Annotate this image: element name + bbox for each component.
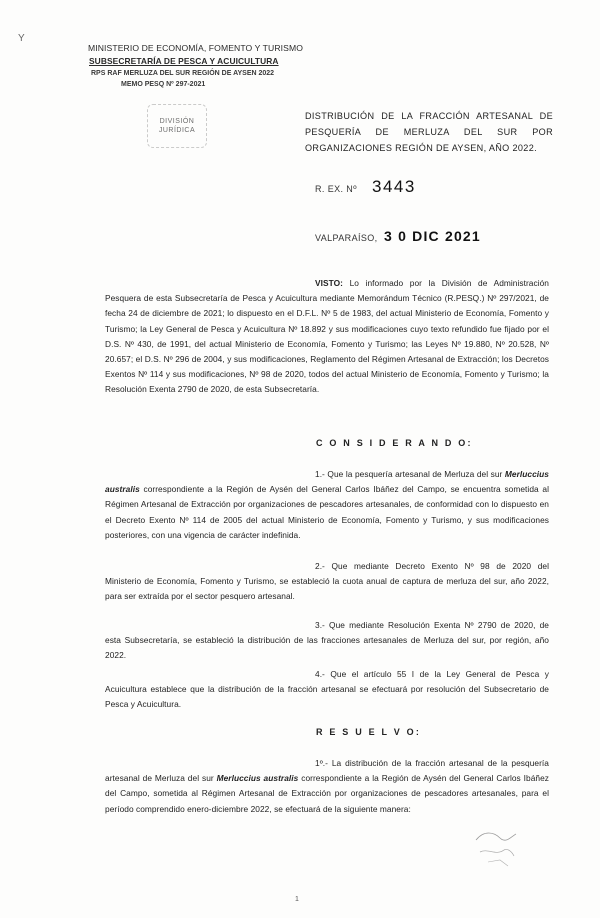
stamp-line-2: JURÍDICA xyxy=(158,127,196,134)
initials-signature xyxy=(470,826,520,872)
considerando-paragraph-2: 2.- Que mediante Decreto Exento Nº 98 de 2020 del Ministerio de Economía, Fomento y Turismo, se estableció la cuota anual de captura de merluza del sur, año 2022, para ser extraída por el sector pesquero artesanal. xyxy=(105,561,549,602)
stamp-line-1: DIVISIÓN xyxy=(159,118,195,125)
resolution-label: R. EX. Nº xyxy=(315,184,357,194)
considerando-paragraph-1 xyxy=(105,467,549,543)
resuelvo-heading: R E S U E L V O: xyxy=(316,727,422,737)
visto-label: VISTO: xyxy=(315,278,343,288)
visto-paragraph xyxy=(105,276,549,398)
city-label: VALPARAÍSO, xyxy=(315,233,378,243)
ministry-name: MINISTERIO DE ECONOMÍA, FOMENTO Y TURISMO xyxy=(88,43,303,53)
considerando-1-text-a: 1.- Que la pesquería artesanal de Merluza del sur xyxy=(315,469,505,479)
division-juridica-stamp xyxy=(147,104,207,148)
species-name: Merluccius australis xyxy=(105,469,549,495)
resolution-date: 3 0 DIC 2021 xyxy=(384,228,481,244)
considerando-heading: C O N S I D E R A N D O: xyxy=(316,438,473,448)
resuelvo-1-text-a: 1º.- La distribución de la fracción artesanal de la pesquería artesanal de Merluza del sur xyxy=(105,758,549,784)
considerando-1-text-b: correspondiente a la Región de Aysén del General Carlos Ibáñez del Campo, se encuentra sometida al Régimen Artesanal de Extracción por organizaciones de pescadores artesanales, de conformidad con lo dispuesto en el Decreto Exento Nº 114 de 2005 del actual Ministerio de Economía, Fomento y Turismo, y sus modificaciones posteriores, con una vigencia de carácter indefinida. xyxy=(105,484,549,540)
visto-text: Lo informado por la División de Administración Pesquera de esta Subsecretaría de Pesca y Acuicultura mediante Memorándum Técnico (R.PESQ.) Nº 297/2021, de fecha 24 de diciembre de 2021; lo dispuesto en el D.F.L. Nº 5 de 1983, del actual Ministerio de Economía, Fomento y Turismo; la Ley General de Pesca y Acuicultura Nº 18.892 y sus modificaciones cuyo texto refundido fue fijado por el D.S. Nº 430, de 1991, del actual Ministerio de Economía, Fomento y Turismo; las Leyes Nº 19.880, Nº 20.528, Nº 20.657; el D.S. Nº 296 de 2004, y sus modificaciones, Reglamento del Régimen Artesanal de Extracción; los Decretos Exentos Nº 114 y sus modificaciones, Nº 98 de 2020, todos del actual Ministerio de Economía, Fomento y Turismo; la Resolución Exenta 2790 de 2020, de esta Subsecretaría. xyxy=(105,278,549,395)
considerando-paragraph-3: 3.- Que mediante Resolución Exenta Nº 2790 de 2020, de esta Subsecretaría, se estableció la distribución de las fracciones artesanales de Merluza del sur, por región, año 2022. xyxy=(105,620,549,661)
document-title: DISTRIBUCIÓN DE LA FRACCIÓN ARTESANAL DE PESQUERÍA DE MERLUZA DEL SUR POR ORGANIZACIONES REGIÓN DE AYSEN, AÑO 2022. xyxy=(305,111,553,153)
resolution-number: 3443 xyxy=(372,177,416,196)
species-name: Merluccius australis xyxy=(216,773,299,784)
memo-line: MEMO PESQ Nº 297-2021 xyxy=(121,81,206,88)
resuelvo-paragraph-1 xyxy=(105,756,549,817)
page-number: 1 xyxy=(295,896,299,903)
considerando-paragraph-4: 4.- Que el artículo 55 I de la Ley General de Pesca y Acuicultura establece que la distribución de la fracción artesanal se efectuará por resolución del Subsecretario de Pesca y Acuicultura. xyxy=(105,669,549,710)
reference-line: RPS RAF MERLUZA DEL SUR REGIÓN DE AYSEN 2022 xyxy=(91,70,275,77)
margin-mark: Y xyxy=(18,33,25,44)
subsecretaria-name: SUBSECRETARÍA DE PESCA Y ACUICULTURA xyxy=(89,56,279,66)
resuelvo-1-text-b: correspondiente a la Región de Aysén del General Carlos Ibáñez del Campo, sometida al Régimen Artesanal de Extracción por organizaciones de pescadores artesanales, para el período comprendido enero-diciembre 2022, se efectuará de la siguiente manera: xyxy=(105,773,550,814)
